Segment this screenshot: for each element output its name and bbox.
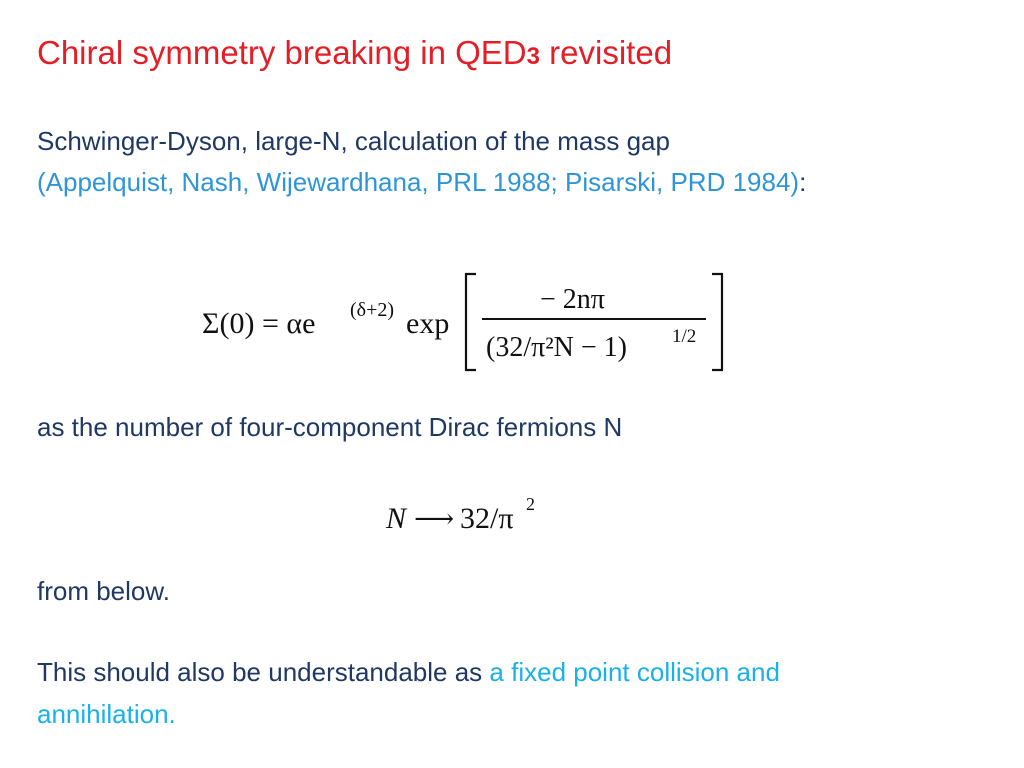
fraction-numerator: − 2nπ [540,284,605,315]
equation-lhs: Σ(0) = αe [202,307,316,340]
left-bracket [466,274,476,370]
citation-line [37,167,806,198]
mass-gap-equation [200,266,740,378]
limit-arrow: ⟶ [414,504,455,535]
closing-line-1 [37,657,780,688]
intro-line: Schwinger-Dyson, large-N, calculation of the mass gap [37,126,670,156]
fermion-line: as the number of four-component Dirac fermions N [37,412,623,442]
citation-text: (Appelquist, Nash, Wijewardhana, PRL 1988; Pisarski, PRD 1984) [37,167,800,197]
closing-start: This should also be understandable as [37,657,490,687]
from-below-line: from below. [37,576,170,606]
citation-colon: : [799,167,807,197]
limit-rhs: 32/π [460,502,514,535]
fraction-denominator: (32/π²N − 1) [486,332,627,363]
right-bracket [712,274,722,370]
limit-equation [380,490,560,540]
equation-exponent: (δ+2) [350,299,395,321]
limit-rhs-exponent: 2 [526,494,535,514]
title-end: revisited [540,34,673,71]
closing-line-2: annihilation. [37,699,176,729]
limit-lhs: N [386,502,407,535]
equation-exp: exp [406,307,450,340]
title-subscript: 3 [526,43,540,70]
slide-title [37,34,672,72]
limit-equation-svg [380,490,560,540]
mass-gap-equation-svg [200,266,740,378]
title-main: Chiral symmetry breaking in QED [37,34,527,71]
denominator-exponent: 1/2 [672,326,697,347]
closing-highlight-1: a fixed point collision and [489,657,780,687]
